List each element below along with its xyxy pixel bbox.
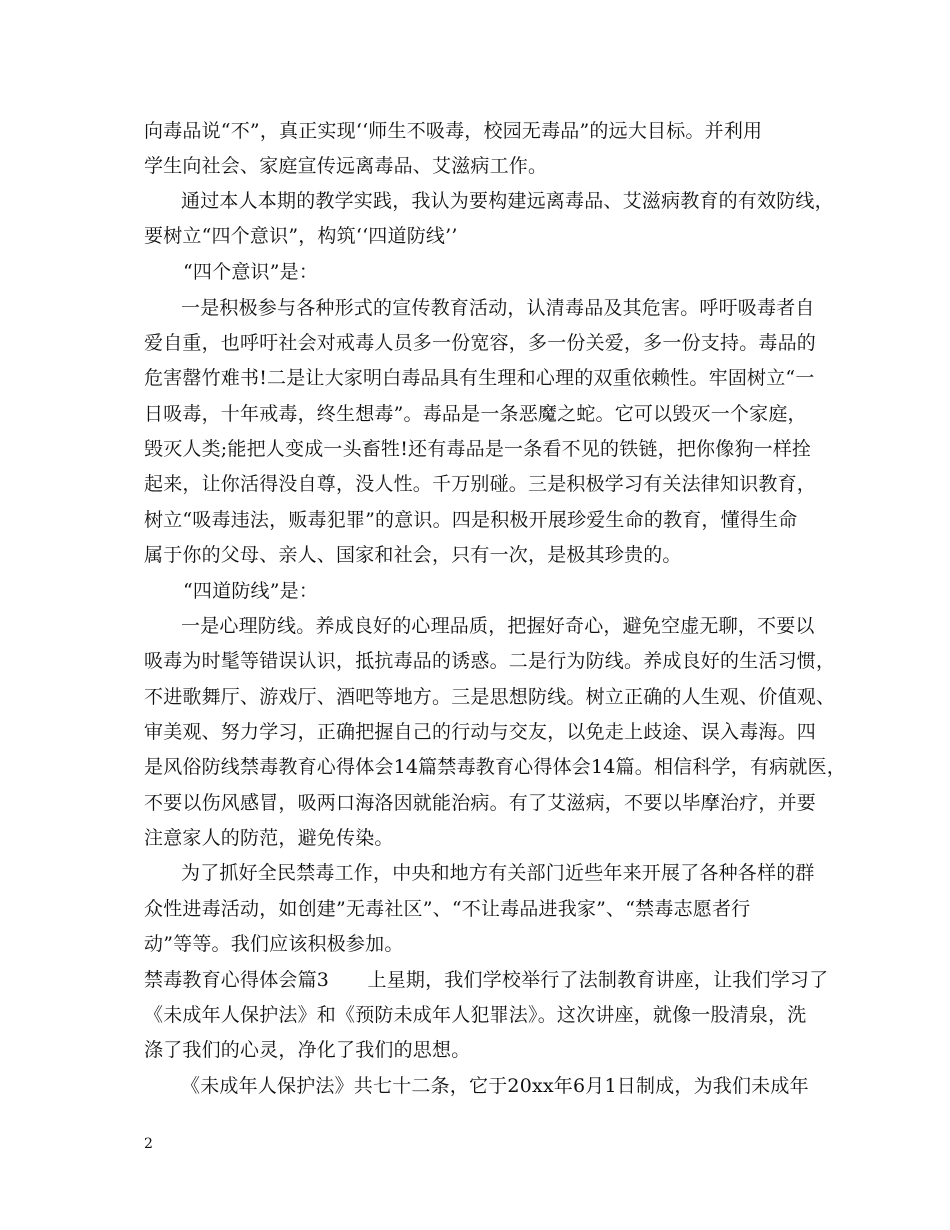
text-line: 学生向社会、家庭宣传远离毒品、艾滋病工作。	[144, 155, 548, 177]
text-line: 涤了我们的心灵，净化了我们的思想。	[144, 1039, 471, 1061]
text-line: 属于你的父母、亲人、国家和社会，只有一次，是极其珍贵的。	[144, 544, 682, 566]
text-line: 不进歌舞厅、游戏厅、酒吧等地方。三是思想防线。树立正确的人生观、价值观、	[144, 686, 836, 708]
text-line: 禁毒教育心得体会篇3 上星期，我们学校举行了法制教育讲座，让我们学习了	[144, 969, 829, 991]
text-line: 一是心理防线。养成良好的心理品质，把握好奇心，避免空虚无聊，不要以	[181, 615, 815, 637]
text-line: 审美观、努力学习，正确把握自己的行动与交友，以免走上歧途、误入毒海。四	[144, 721, 817, 743]
text-line: 《未成年人保护法》和《预防未成年人犯罪法》。这次讲座，就像一股清泉，洗	[144, 1004, 807, 1026]
text-line: 危害罄竹难书!二是让大家明白毒品具有生理和心理的双重依赖性。牢固树立“一	[144, 367, 815, 389]
text-line: 起来，让你活得没自尊，没人性。千万别碰。三是积极学习有关法律知识教育，	[144, 473, 817, 495]
text-line: 不要以伤风感冒，吸两口海洛因就能治病。有了艾滋病，不要以毕摩治疗，并要	[144, 792, 817, 814]
text-line: 向毒品说“不”，真正实现‘‘师生不吸毒，校园无毒品”的远大目标。并利用	[144, 120, 763, 142]
text-line: 众性进毒活动，如创建”无毒社区”、“不让毒品进我家”、“禁毒志愿者行	[144, 898, 751, 920]
text-line: 注意家人的防范，避免传染。	[144, 827, 394, 849]
text-line: 为了抓好全民禁毒工作，中央和地方有关部门近些年来开展了各种各样的群	[181, 862, 815, 884]
text-line: 要树立“四个意识”，构筑‘‘四道防线’’	[144, 225, 458, 247]
text-line: 《未成年人保护法》共七十二条，它于20xx年6月1日制成，为我们未成年	[181, 1075, 809, 1097]
text-line: “四道防线”是：	[183, 580, 319, 602]
text-line: 动”等等。我们应该积极参加。	[144, 933, 404, 955]
page-number: 2	[144, 1136, 153, 1152]
text-line: 是风俗防线禁毒教育心得体会14篇禁毒教育心得体会14篇。相信科学，有病就医，	[144, 756, 846, 778]
text-line: “四个意识”是：	[183, 261, 319, 283]
text-line: 吸毒为时髦等错误认识，抵抗毒品的诱惑。二是行为防线。养成良好的生活习惯，	[144, 650, 836, 672]
text-line: 爱自重，也呼吁社会对戒毒人员多一份宽容，多一份关爱，多一份支持。毒品的	[144, 332, 817, 354]
text-line: 树立“吸毒违法，贩毒犯罪”的意识。四是积极开展珍爱生命的教育，懂得生命	[144, 509, 798, 531]
text-line: 一是积极参与各种形式的宣传教育活动，认清毒品及其危害。呼吁吸毒者自	[181, 297, 815, 319]
text-line: 毁灭人类;能把人变成一头畜牲!还有毒品是一条看不见的铁链，把你像狗一样拴	[144, 438, 812, 460]
text-line: 日吸毒，十年戒毒，终生想毒”。毒品是一条恶魔之蛇。它可以毁灭一个家庭，	[144, 403, 807, 425]
text-line: 通过本人本期的教学实践，我认为要构建远离毒品、艾滋病教育的有效防线，	[181, 190, 834, 212]
